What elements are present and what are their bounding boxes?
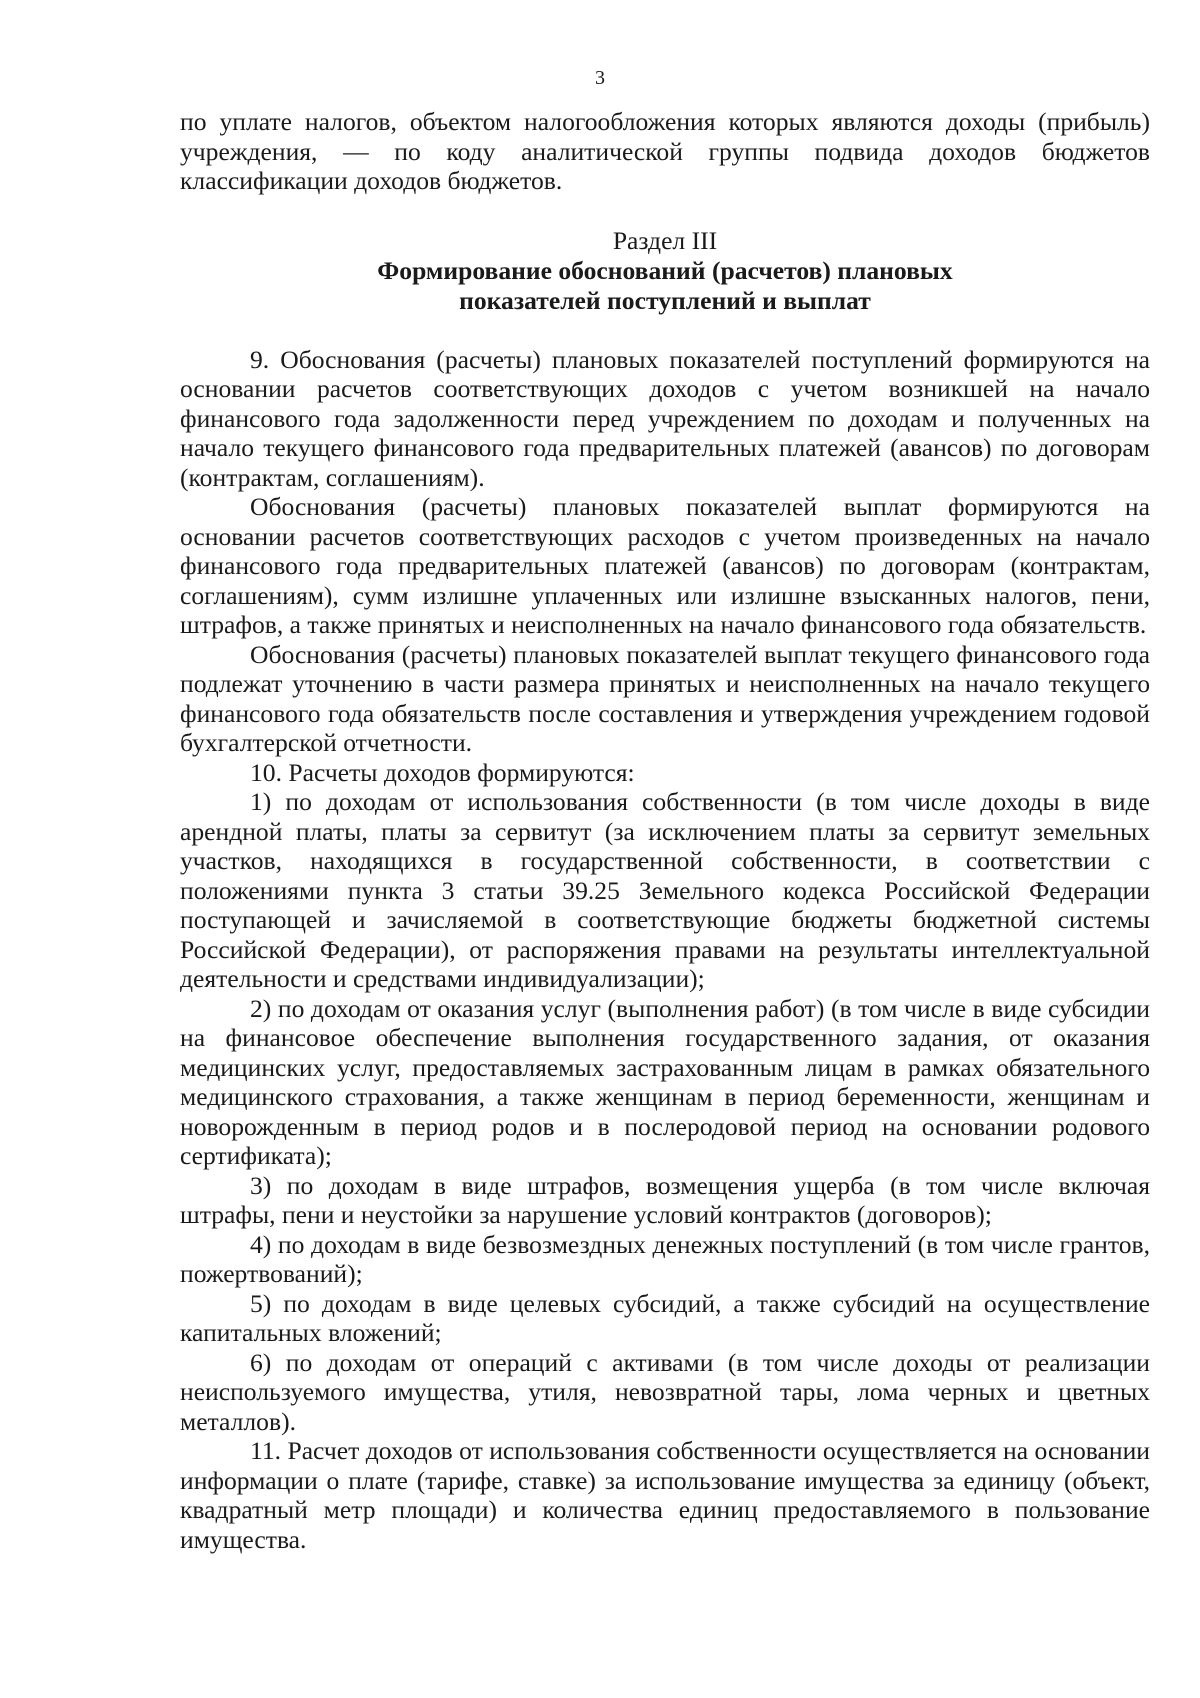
- paragraph-11: 11. Расчет доходов от использования собственности осуществляется на основании информации о плате (тарифе, ставке) за использование имущества за единицу (объект, квадратный метр площади) и количества единиц предоставляемого в пользование имущества.: [180, 1436, 1150, 1554]
- list-item-1: 1) по доходам от использования собственности (в том числе доходы в виде арендной платы, платы за сервитут (за исключением платы за сервитут земельных участков, находящихся в государственной собственности, в соответствии с положениями пункта 3 статьи 39.25 Земельного кодекса Российской Федерации поступающей и зачисляемой в соответствующие бюджеты бюджетной системы Российской Федерации), от распоряжения правами на результаты интеллектуальной деятельности и средствами индивидуализации);: [180, 787, 1150, 993]
- section-label: Раздел III: [612, 225, 718, 255]
- list-item-4: 4) по доходам в виде безвозмездных денежных поступлений (в том числе грантов, пожертвований);: [180, 1229, 1150, 1288]
- paragraph-10: 10. Расчеты доходов формируются:: [250, 757, 635, 787]
- section-title-line-2: показателей поступлений и выплат: [459, 285, 871, 315]
- document-body: [180, 107, 1150, 1554]
- paragraph-9-expenses: Обоснования (расчеты) плановых показателей выплат формируются на основании расчетов соответствующих расходов с учетом произведенных на начало финансового года предварительных платежей (авансов) по договорам (контрактам, соглашениям), сумм излишне уплаченных или излишне взысканных налогов, пени, штрафов, а также принятых и неисполненных на начало финансового года обязательств.: [180, 492, 1150, 639]
- list-item-2: 2) по доходам от оказания услуг (выполнения работ) (в том числе в виде субсидии на финансовое обеспечение выполнения государственного задания, от оказания медицинских услуг, предоставляемых застрахованным лицам в рамках обязательного медицинского страхования, а также женщинам в период беременности, женщинам и новорожденным в период родов и в послеродовой период на основании родового сертификата);: [180, 993, 1150, 1170]
- list-item-3: 3) по доходам в виде штрафов, возмещения ущерба (в том числе включая штрафы, пени и неустойки за нарушение условий контрактов (договоров);: [180, 1170, 1150, 1229]
- paragraph-9: 9. Обоснования (расчеты) плановых показателей поступлений формируются на основании расчетов соответствующих доходов с учетом возникшей на начало финансового года задолженности перед учреждением по доходам и полученных на начало текущего финансового года предварительных платежей (авансов) по договорам (контрактам, соглашениям).: [180, 344, 1150, 492]
- section-title-line-1: Формирование обоснований (расчетов) плановых: [377, 255, 953, 285]
- page-number: 3: [595, 67, 605, 89]
- section-heading: [180, 226, 1150, 316]
- list-item-5: 5) по доходам в виде целевых субсидий, а также субсидий на осуществление капитальных вложений;: [180, 1288, 1150, 1347]
- list-item-6: 6) по доходам от операций с активами (в том числе доходы от реализации неиспользуемого имущества, утиля, невозвратной тары, лома черных и цветных металлов).: [180, 1347, 1150, 1436]
- paragraph-9-refinement: Обоснования (расчеты) плановых показателей выплат текущего финансового года подлежат уточнению в части размера принятых и неисполненных на начало текущего финансового года обязательств после составления и утверждения учреждением годовой бухгалтерской отчетности.: [180, 639, 1150, 757]
- intro-paragraph: по уплате налогов, объектом налогообложения которых являются доходы (прибыль) учреждения, — по коду аналитической группы подвида доходов бюджетов классификации доходов бюджетов.: [180, 107, 1150, 195]
